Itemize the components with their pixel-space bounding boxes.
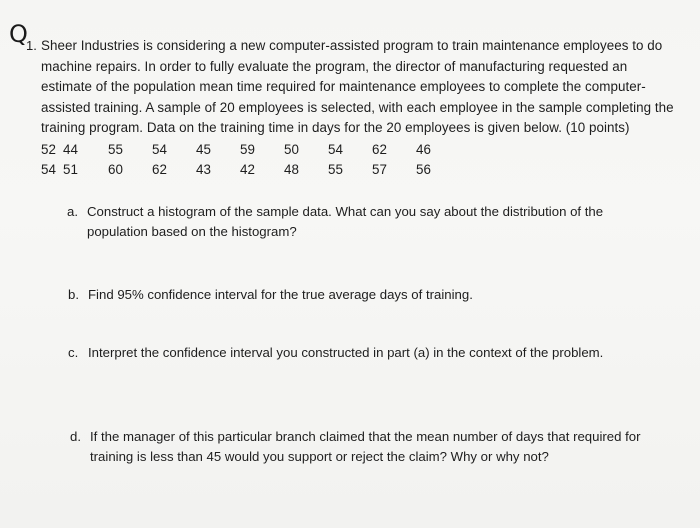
- data-value: 55: [328, 162, 343, 177]
- data-value: 46: [416, 142, 431, 157]
- data-value: 51: [63, 162, 78, 177]
- data-value: 56: [416, 162, 431, 177]
- part-d: [70, 427, 680, 469]
- data-value: 43: [196, 162, 211, 177]
- part-label: d.: [70, 429, 81, 444]
- data-value: 57: [372, 162, 387, 177]
- data-value: 54: [41, 162, 56, 177]
- part-a: [67, 202, 667, 244]
- question-stem: Sheer Industries is considering a new computer-assisted program to train maintenance employees to do machine repairs. In order to fully evaluate the program, the director of manufacturing requested an estimate of the population mean time required for maintenance employees to complete the computer-assisted training. A sample of 20 employees is selected, with each employee in the sample completing the training program. Data on the training time in days for the 20 employees is given below. (10 points): [41, 38, 674, 136]
- data-value: 54: [152, 142, 167, 157]
- data-value: 42: [240, 162, 255, 177]
- data-value: 55: [108, 142, 123, 157]
- part-label: b.: [68, 287, 79, 302]
- part-text-line: If the manager of this particular branch claimed that the mean number of days that required for: [90, 429, 641, 444]
- part-c: [68, 343, 668, 365]
- part-text-line: population based on the histogram?: [87, 224, 297, 240]
- data-value: 48: [284, 162, 299, 177]
- data-value: 60: [108, 162, 123, 177]
- data-value: 50: [284, 142, 299, 157]
- part-label: c.: [68, 345, 79, 360]
- question-number: 1.: [26, 38, 37, 53]
- data-value: 54: [328, 142, 343, 157]
- data-value: 62: [152, 162, 167, 177]
- data-value: 62: [372, 142, 387, 157]
- part-text-line: Interpret the confidence interval you constructed in part (a) in the context of the problem.: [88, 345, 604, 360]
- part-text-line: training is less than 45 would you support or reject the claim? Why or why not?: [90, 449, 549, 465]
- part-text-line: Construct a histogram of the sample data. What can you say about the distribution of the: [87, 204, 604, 219]
- data-value: 59: [240, 142, 255, 157]
- part-b: [68, 285, 668, 307]
- question-mark-icon: Q: [9, 20, 28, 48]
- data-value: 45: [196, 142, 211, 157]
- data-value: 52: [41, 142, 56, 157]
- data-value: 44: [63, 142, 78, 157]
- part-label: a.: [67, 204, 78, 219]
- part-text-line: Find 95% confidence interval for the true average days of training.: [88, 287, 473, 302]
